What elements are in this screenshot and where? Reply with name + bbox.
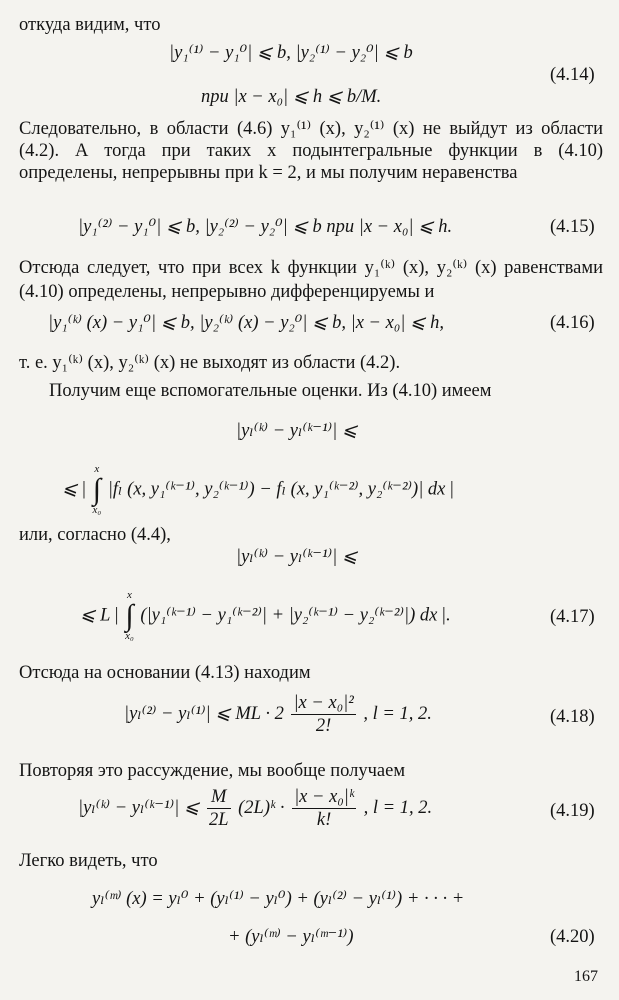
equation-4-19: [0, 784, 619, 844]
integral-sign: x ∫ x₀: [92, 463, 102, 516]
equation-4-14-line2: при |x − x₀| ⩽ h ⩽ b/M.: [201, 87, 382, 107]
equation-4-19-lhs: |yₗ⁽ᵏ⁾ − yₗ⁽ᵏ⁻¹⁾| ⩽: [78, 797, 200, 818]
fraction-denominator: 2!: [315, 716, 332, 737]
equation-4-15-body: |y₁⁽²⁾ − y₁⁰| ⩽ b, |y₂⁽²⁾ − y₂⁰| ⩽ b при |x − x₀| ⩽ h.: [78, 217, 453, 237]
equation-number: (4.16): [550, 313, 595, 333]
integral-lower-limit: x₀: [125, 630, 134, 642]
le-sign: ⩽ L: [80, 605, 111, 626]
fraction: [207, 786, 231, 831]
equation-4-20-line2: + (yₗ⁽ᵐ⁾ − yₗ⁽ᵐ⁻¹⁾): [228, 927, 354, 947]
paragraph-region: т. е. y₁⁽ᵏ⁾ (x), y₂⁽ᵏ⁾ (x) не выходят из области (4.2).: [19, 353, 401, 373]
equation-4-19-body: [78, 786, 432, 831]
fraction-numerator: M: [207, 786, 231, 809]
paragraph-estimates: Получим еще вспомогательные оценки. Из (4.10) имеем: [49, 381, 492, 401]
fraction-denominator: k!: [316, 810, 332, 831]
integrand: (|y₁⁽ᵏ⁻¹⁾ − y₁⁽ᵏ⁻²⁾| + |y₂⁽ᵏ⁻¹⁾ − y₂⁽ᵏ⁻²⁾|) dx: [140, 605, 438, 626]
integrand: |fₗ (x, y₁⁽ᵏ⁻¹⁾, y₂⁽ᵏ⁻¹⁾) − fₗ (x, y₁⁽ᵏ⁻²⁾, y₂⁽ᵏ⁻²⁾)| dx: [107, 479, 446, 500]
paragraph-hence: Отсюда на основании (4.13) находим: [19, 663, 311, 683]
difference-rhs: ⩽ | x ∫ x₀ |fₗ (x, y₁⁽ᵏ⁻¹⁾, y₂⁽ᵏ⁻¹⁾) − fₗ (x, y₁⁽ᵏ⁻²⁾, y₂⁽ᵏ⁻²⁾)| dx |: [62, 463, 454, 516]
paragraph-repeating: Повторяя это рассуждение, мы вообще получаем: [19, 761, 406, 781]
intro-text: откуда видим, что: [19, 15, 161, 35]
equation-4-16-body: |y₁⁽ᵏ⁾ (x) − y₁⁰| ⩽ b, |y₂⁽ᵏ⁾ (x) − y₂⁰| ⩽ b, |x − x₀| ⩽ h,: [48, 313, 444, 333]
equation-4-20-line1: yₗ⁽ᵐ⁾ (x) = yₗ⁰ + (yₗ⁽¹⁾ − yₗ⁰) + (yₗ⁽²⁾ − yₗ⁽¹⁾) + · · · +: [92, 889, 465, 909]
equation-4-14-line1: |y₁⁽¹⁾ − y₁⁰| ⩽ b, |y₂⁽¹⁾ − y₂⁰| ⩽ b: [169, 43, 413, 63]
paragraph-easy-to-see: Легко видеть, что: [19, 851, 158, 871]
paragraph-domain: Следовательно, в области (4.6) y₁⁽¹⁾ (x), y₂⁽¹⁾ (x) не выйдут из области (4.2). А тогда при таких x подынтегральные функции в (4.10) определены, непрерывны при k = 2, и мы получим неравенства: [19, 119, 603, 183]
difference-lhs: |yₗ⁽ᵏ⁾ − yₗ⁽ᵏ⁻¹⁾| ⩽: [236, 421, 358, 441]
equation-4-15: [0, 214, 619, 242]
equation-4-14: [0, 36, 619, 112]
equation-number: (4.17): [550, 607, 595, 627]
equation-4-19-tail: , l = 1, 2.: [363, 797, 433, 818]
equation-number: (4.15): [550, 217, 595, 237]
integral-sign: x ∫ x₀: [125, 589, 134, 642]
paragraph-according: или, согласно (4.4),: [19, 525, 171, 545]
equation-4-19-middle: (2L)ᵏ ·: [238, 797, 285, 818]
fraction: [291, 692, 355, 737]
equation-4-17-rhs: ⩽ L | x ∫ x₀ (|y₁⁽ᵏ⁻¹⁾ − y₁⁽ᵏ⁻²⁾| + |y₂⁽ᵏ⁻¹⁾ − y₂⁽ᵏ⁻²⁾|) dx |.: [80, 589, 451, 642]
fraction-numerator: |x − x₀|²: [291, 692, 355, 715]
equation-4-18-lhs: |yₗ⁽²⁾ − yₗ⁽¹⁾| ⩽ ML · 2: [124, 703, 284, 724]
equation-4-18-tail: , l = 1, 2.: [363, 703, 432, 724]
equation-4-18-body: [124, 692, 432, 737]
equation-4-18: [0, 690, 619, 748]
equation-number: (4.18): [550, 707, 595, 727]
equation-4-17: [0, 546, 619, 646]
fraction-denominator: 2L: [208, 810, 229, 831]
equation-4-17-lhs: |yₗ⁽ᵏ⁾ − yₗ⁽ᵏ⁻¹⁾| ⩽: [236, 547, 358, 567]
integral-upper-limit: x: [94, 463, 100, 475]
le-sign: ⩽: [62, 479, 78, 500]
equation-number: (4.19): [550, 801, 595, 821]
fraction-numerator: |x − x₀|ᵏ: [292, 786, 356, 809]
integral-lower-limit: x₀: [92, 504, 102, 516]
equation-4-20: [0, 886, 619, 956]
equation-number: (4.14): [550, 65, 595, 85]
page-number: 167: [574, 968, 598, 985]
equation-difference-estimate: [0, 420, 619, 520]
integral-upper-limit: x: [126, 589, 132, 601]
equation-number: (4.20): [550, 927, 595, 947]
paragraph-consequence: Отсюда следует, что при всех k функции y₁⁽ᵏ⁾ (x), y₂⁽ᵏ⁾ (x) равенствами (4.10) определены, непрерывно дифференцируемы и: [19, 258, 603, 302]
fraction: [292, 786, 356, 831]
equation-4-16: [0, 310, 619, 338]
